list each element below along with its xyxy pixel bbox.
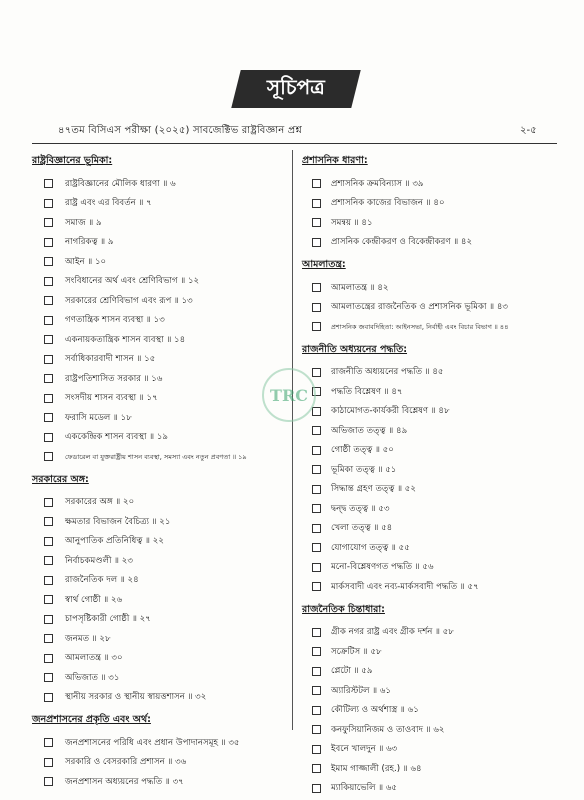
toc-entry-label: প্রশাসনিক জবাবদিহিতা: আইনসভা, নির্বাহী এবং বিচার বিভাগ ॥ ৪৪ xyxy=(331,322,509,331)
checkbox-icon[interactable] xyxy=(44,277,53,286)
toc-entry-label: ফরাসি মডেল ॥ ১৮ xyxy=(65,412,132,423)
checkbox-icon[interactable] xyxy=(44,738,53,747)
toc-title: সূচিপত্র xyxy=(267,74,325,99)
checkbox-icon[interactable] xyxy=(44,296,53,305)
toc-entry-label: স্বার্থ গোষ্ঠী ॥ ২৬ xyxy=(65,594,123,605)
checkbox-icon[interactable] xyxy=(312,784,321,793)
toc-entry-label: রাষ্ট্র এবং এর বিবর্তন ॥ ৭ xyxy=(65,198,152,209)
checkbox-icon[interactable] xyxy=(312,283,321,292)
section-heading: রাষ্ট্রবিজ্ঞানের ভূমিকা: xyxy=(32,155,113,166)
toc-entry-label: জনমত ॥ ২৮ xyxy=(65,633,111,644)
toc-entry-label: চাপসৃষ্টিকারী গোষ্ঠী ॥ ২৭ xyxy=(65,614,151,625)
toc-entry[interactable] xyxy=(32,571,287,591)
toc-entry[interactable] xyxy=(32,311,287,331)
toc-entry-label: সংসদীয় শাসন ব্যবস্থা ॥ ১৭ xyxy=(65,393,158,404)
toc-title-banner xyxy=(231,70,360,108)
checkbox-icon[interactable] xyxy=(44,238,53,247)
checkbox-icon[interactable] xyxy=(44,758,53,767)
toc-entry-label: ফেডারেল বা যুক্তরাষ্ট্রীয় শাসন ব্যবস্থা, সমস্যা এবং নতুন প্রবণতা ॥ ১৯ xyxy=(65,452,247,461)
toc-entry[interactable] xyxy=(32,532,287,552)
checkbox-icon[interactable] xyxy=(44,355,53,364)
toc-entry[interactable] xyxy=(302,402,564,422)
toc-entry[interactable] xyxy=(302,233,564,253)
checkbox-icon[interactable] xyxy=(44,433,53,442)
toc-entry-label: ভূমিকা তত্ত্ব ॥ ৫১ xyxy=(331,464,397,475)
toc-entry[interactable] xyxy=(302,558,564,578)
checkbox-icon[interactable] xyxy=(312,725,321,734)
toc-entry[interactable] xyxy=(302,740,564,760)
section-heading: আমলাতন্ত্র: xyxy=(302,259,346,270)
toc-entry[interactable] xyxy=(32,194,287,214)
checkbox-icon[interactable] xyxy=(312,465,321,474)
toc-entry[interactable] xyxy=(32,428,287,448)
toc-entry[interactable] xyxy=(302,298,564,318)
checkbox-icon[interactable] xyxy=(44,673,53,682)
toc-entry-label: নাগরিকত্ব ॥ ৯ xyxy=(65,237,114,248)
toc-entry-label: পদ্ধতি বিশ্লেষণ ॥ ৪৭ xyxy=(331,386,403,397)
checkbox-icon[interactable] xyxy=(44,537,53,546)
section-heading: সরকারের অঙ্গ: xyxy=(32,473,89,485)
toc-entry-label: দ্বন্দ্ব তত্ত্ব ॥ ৫৩ xyxy=(331,503,390,514)
checkbox-icon[interactable] xyxy=(312,238,321,247)
toc-entry[interactable] xyxy=(302,317,564,337)
toc-entry-label: সক্রেটিস ॥ ৫৮ xyxy=(331,646,382,657)
toc-entry-label: ক্ষমতার বিভাজন বৈচিত্র্য ॥ ২১ xyxy=(65,516,171,527)
trc-watermark xyxy=(262,368,316,422)
toc-entry[interactable] xyxy=(32,493,287,513)
toc-entry[interactable] xyxy=(32,512,287,532)
toc-entry[interactable] xyxy=(32,350,287,370)
toc-entry[interactable] xyxy=(32,610,287,630)
checkbox-icon[interactable] xyxy=(44,335,53,344)
section-heading: রাজনৈতিক চিন্তাধারা: xyxy=(302,603,385,615)
toc-entry-label: সিদ্ধান্ত গ্রহণ তত্ত্ব ॥ ৫২ xyxy=(331,484,416,495)
section-list xyxy=(32,493,287,708)
toc-entry[interactable] xyxy=(32,688,287,708)
checkbox-icon[interactable] xyxy=(44,595,53,604)
toc-entry-label: প্রাসনিক কেন্দ্রীকরণ ও বিকেন্দ্রীকরণ ॥ ৪২ xyxy=(331,237,473,248)
toc-entry[interactable] xyxy=(32,447,287,467)
toc-entry-label: রাষ্ট্রপতিশাসিত সরকার ॥ ১৬ xyxy=(65,373,163,384)
toc-entry[interactable] xyxy=(32,272,287,292)
checkbox-icon[interactable] xyxy=(312,426,321,435)
toc-entry[interactable] xyxy=(302,278,564,298)
section-list xyxy=(32,174,287,467)
toc-entry[interactable] xyxy=(32,772,287,792)
toc-entry-label: সমন্বয় ॥ ৪১ xyxy=(331,217,373,228)
checkbox-icon[interactable] xyxy=(312,407,321,416)
checkbox-icon[interactable] xyxy=(44,693,53,702)
toc-entry[interactable] xyxy=(302,759,564,779)
toc-entry[interactable] xyxy=(302,194,564,214)
checkbox-icon[interactable] xyxy=(44,316,53,325)
checkbox-icon[interactable] xyxy=(44,374,53,383)
checkbox-icon[interactable] xyxy=(44,452,53,461)
toc-entry[interactable] xyxy=(302,382,564,402)
toc-entry[interactable] xyxy=(302,623,564,643)
watermark-text: TRC xyxy=(270,385,308,405)
toc-entry-label: ইবনে খালদুন ॥ ৬৩ xyxy=(331,744,398,755)
section-heading: জনপ্রশাসনের প্রকৃতি এবং অর্থ: xyxy=(32,714,151,725)
toc-entry[interactable] xyxy=(302,421,564,441)
toc-entry-label: ইমাম গাজ্জালী (রহ.) ॥ ৬৪ xyxy=(331,763,422,774)
toc-entry-label: মনো-বিশ্লেষণগত পদ্ধতি ॥ ৫৬ xyxy=(331,562,434,573)
toc-entry[interactable] xyxy=(302,480,564,500)
checkbox-icon[interactable] xyxy=(44,654,53,663)
toc-entry[interactable] xyxy=(302,174,564,194)
checkbox-icon[interactable] xyxy=(312,686,321,695)
toc-entry-label: সমাজ ॥ ৯ xyxy=(65,217,102,228)
checkbox-icon[interactable] xyxy=(44,576,53,585)
section-list xyxy=(302,363,564,597)
toc-entry[interactable] xyxy=(302,538,564,558)
toc-entry-label: আমলাতন্ত্র ॥ ৩০ xyxy=(65,653,123,664)
checkbox-icon[interactable] xyxy=(312,706,321,715)
toc-entry[interactable] xyxy=(32,551,287,571)
toc-entry-label: আইন ॥ ১০ xyxy=(65,256,107,267)
checkbox-icon[interactable] xyxy=(44,199,53,208)
toc-entry[interactable] xyxy=(302,642,564,662)
toc-entry[interactable] xyxy=(32,408,287,428)
toc-entry[interactable] xyxy=(32,668,287,688)
toc-entry[interactable] xyxy=(302,779,564,799)
checkbox-icon[interactable] xyxy=(312,303,321,312)
checkbox-icon[interactable] xyxy=(312,199,321,208)
toc-entry[interactable] xyxy=(32,649,287,669)
left-column xyxy=(32,150,287,792)
toc-entry[interactable] xyxy=(302,701,564,721)
section-heading: প্রশাসনিক ধারণা: xyxy=(302,155,368,166)
toc-entry-label: সরকারের অঙ্গ ॥ ২০ xyxy=(65,497,135,508)
toc-entry[interactable] xyxy=(302,681,564,701)
toc-entry-label: রাজনীতি অধ্যয়নের পদ্ধতি ॥ ৪৫ xyxy=(331,367,444,378)
toc-entry-label: এককেন্দ্রিক শাসন ব্যবস্থা ॥ ১৯ xyxy=(65,432,168,443)
checkbox-icon[interactable] xyxy=(312,368,321,377)
toc-entry-label: ম্যাকিয়াভেলি ॥ ৬৫ xyxy=(331,783,397,794)
checkbox-icon[interactable] xyxy=(312,446,321,455)
toc-entry-label: সরকারের শ্রেণিবিভাগ এবং রূপ ॥ ১৩ xyxy=(65,295,193,306)
toc-entry[interactable] xyxy=(32,213,287,233)
checkbox-icon[interactable] xyxy=(44,615,53,624)
toc-entry[interactable] xyxy=(302,363,564,383)
toc-entry[interactable] xyxy=(302,662,564,682)
toc-entry[interactable] xyxy=(302,577,564,597)
toc-entry-label: গণতান্ত্রিক শাসন ব্যবস্থা ॥ ১৩ xyxy=(65,315,165,326)
column-divider xyxy=(292,150,293,730)
toc-entry[interactable] xyxy=(302,720,564,740)
checkbox-icon[interactable] xyxy=(44,218,53,227)
toc-entry-label: মার্কসবাদী এবং নব্য-মার্কসবাদী পদ্ধতি ॥ ৫৭ xyxy=(331,581,479,592)
section-list xyxy=(302,174,564,252)
toc-entry[interactable] xyxy=(302,441,564,461)
toc-entry-label: নির্বাচকমণ্ডলী ॥ ২৩ xyxy=(65,555,133,566)
toc-entry-label: প্রশাসনিক কাজের বিভাজন ॥ ৪০ xyxy=(331,198,445,209)
toc-entry[interactable] xyxy=(32,252,287,272)
toc-entry-label: কাঠামোগত-কার্যকরী বিশ্লেষণ ॥ ৪৮ xyxy=(331,406,450,417)
exam-question-title: ৪৭তম বিসিএস পরীক্ষা (২০২৫) সাবজেক্টিভ রাষ্ট্রবিজ্ঞান প্রশ্ন xyxy=(58,125,302,136)
checkbox-icon[interactable] xyxy=(44,257,53,266)
toc-entry[interactable] xyxy=(302,499,564,519)
checkbox-icon[interactable] xyxy=(44,777,53,786)
toc-entry[interactable] xyxy=(32,389,287,409)
toc-entry-label: অভিজাত ॥ ৩১ xyxy=(65,672,120,683)
checkbox-icon[interactable] xyxy=(312,563,321,572)
checkbox-icon[interactable] xyxy=(312,745,321,754)
checkbox-icon[interactable] xyxy=(312,628,321,637)
checkbox-icon[interactable] xyxy=(312,504,321,513)
toc-entry-label: গ্রীক নগর রাষ্ট্র এবং গ্রীক দর্শন ॥ ৫৮ xyxy=(331,627,454,638)
checkbox-icon[interactable] xyxy=(44,556,53,565)
checkbox-icon[interactable] xyxy=(312,524,321,533)
toc-entry-label: রাজনৈতিক দল ॥ ২৪ xyxy=(65,575,139,586)
checkbox-icon[interactable] xyxy=(44,394,53,403)
checkbox-icon[interactable] xyxy=(312,485,321,494)
section-list xyxy=(302,278,564,337)
toc-entry-label: গোষ্ঠী তত্ত্ব ॥ ৫০ xyxy=(331,445,394,456)
toc-entry-label: সরকারি ও বেসরকারি প্রশাসন ॥ ৩৬ xyxy=(65,757,187,768)
toc-entry[interactable] xyxy=(32,629,287,649)
header-divider xyxy=(32,143,557,144)
toc-entry-label: জনপ্রশাসন অধ্যয়নের পদ্ধতি ॥ ৩৭ xyxy=(65,776,184,787)
checkbox-icon[interactable] xyxy=(44,179,53,188)
toc-entry-label: প্লেটো ॥ ৫৯ xyxy=(331,666,373,677)
toc-entry[interactable] xyxy=(32,330,287,350)
toc-entry[interactable] xyxy=(32,590,287,610)
toc-entry-label: কৌটিল্য ও অর্থশাস্ত্র ॥ ৬১ xyxy=(331,705,419,716)
toc-entry-label: কনফুসিয়ানিজম ও তাওবাদ ॥ ৬২ xyxy=(331,724,445,735)
toc-entry-label: একনায়কতান্ত্রিক শাসন ব্যবস্থা ॥ ১৪ xyxy=(65,334,186,345)
toc-entry-label: জনপ্রশাসনের পরিধি এবং প্রধান উপাদানসমূহ ॥ ৩৫ xyxy=(65,737,240,748)
checkbox-icon[interactable] xyxy=(312,322,321,331)
toc-entry[interactable] xyxy=(32,753,287,773)
checkbox-icon[interactable] xyxy=(44,517,53,526)
toc-entry[interactable] xyxy=(32,291,287,311)
checkbox-icon[interactable] xyxy=(312,543,321,552)
toc-entry-label: প্রশাসনিক ক্রমবিন্যাস ॥ ৩৯ xyxy=(331,178,424,189)
exam-question-pages: ২-৫ xyxy=(520,125,537,136)
toc-entry[interactable] xyxy=(302,213,564,233)
toc-entry[interactable] xyxy=(302,460,564,480)
section-list xyxy=(302,623,564,799)
checkbox-icon[interactable] xyxy=(44,413,53,422)
toc-entry-label: স্থানীয় সরকার ও স্থানীয় স্বায়ত্তশাসন ॥ ৩২ xyxy=(65,692,207,703)
toc-entry-label: আমলাতন্ত্র ॥ ৪২ xyxy=(331,282,389,293)
toc-entry-label: সংবিধানের অর্থ এবং শ্রেণিবিভাগ ॥ ১২ xyxy=(65,276,200,287)
toc-entry[interactable] xyxy=(32,369,287,389)
section-list xyxy=(32,733,287,792)
section-heading: রাজনীতি অধ্যয়নের পদ্ধতি: xyxy=(302,343,408,355)
toc-entry-label: অভিজাত তত্ত্ব ॥ ৪৯ xyxy=(331,425,408,436)
toc-entry[interactable] xyxy=(32,174,287,194)
checkbox-icon[interactable] xyxy=(312,179,321,188)
toc-entry-label: আমলাতন্ত্রের রাজনৈতিক ও প্রশাসনিক ভূমিকা ॥ ৪৩ xyxy=(331,302,508,313)
toc-entry-label: রাষ্ট্রবিজ্ঞানের মৌলিক ধারণা ॥ ৬ xyxy=(65,178,176,189)
checkbox-icon[interactable] xyxy=(44,498,53,507)
checkbox-icon[interactable] xyxy=(44,634,53,643)
toc-entry[interactable] xyxy=(32,733,287,753)
toc-entry-label: আনুপাতিক প্রতিনিধিত্ব ॥ ২২ xyxy=(65,536,164,547)
toc-entry-label: সর্বাধিকারবাদী শাসন ॥ ১৫ xyxy=(65,354,156,365)
toc-entry-label: অ্যারিস্টটল ॥ ৬১ xyxy=(331,685,391,696)
checkbox-icon[interactable] xyxy=(312,582,321,591)
right-column xyxy=(302,150,564,798)
toc-entry-label: যোগাযোগ তত্ত্ব ॥ ৫৫ xyxy=(331,542,410,553)
toc-entry-label: খেলা তত্ত্ব ॥ ৫৪ xyxy=(331,523,393,534)
checkbox-icon[interactable] xyxy=(312,667,321,676)
toc-entry[interactable] xyxy=(302,519,564,539)
toc-entry[interactable] xyxy=(32,233,287,253)
checkbox-icon[interactable] xyxy=(312,218,321,227)
checkbox-icon[interactable] xyxy=(312,647,321,656)
checkbox-icon[interactable] xyxy=(312,764,321,773)
